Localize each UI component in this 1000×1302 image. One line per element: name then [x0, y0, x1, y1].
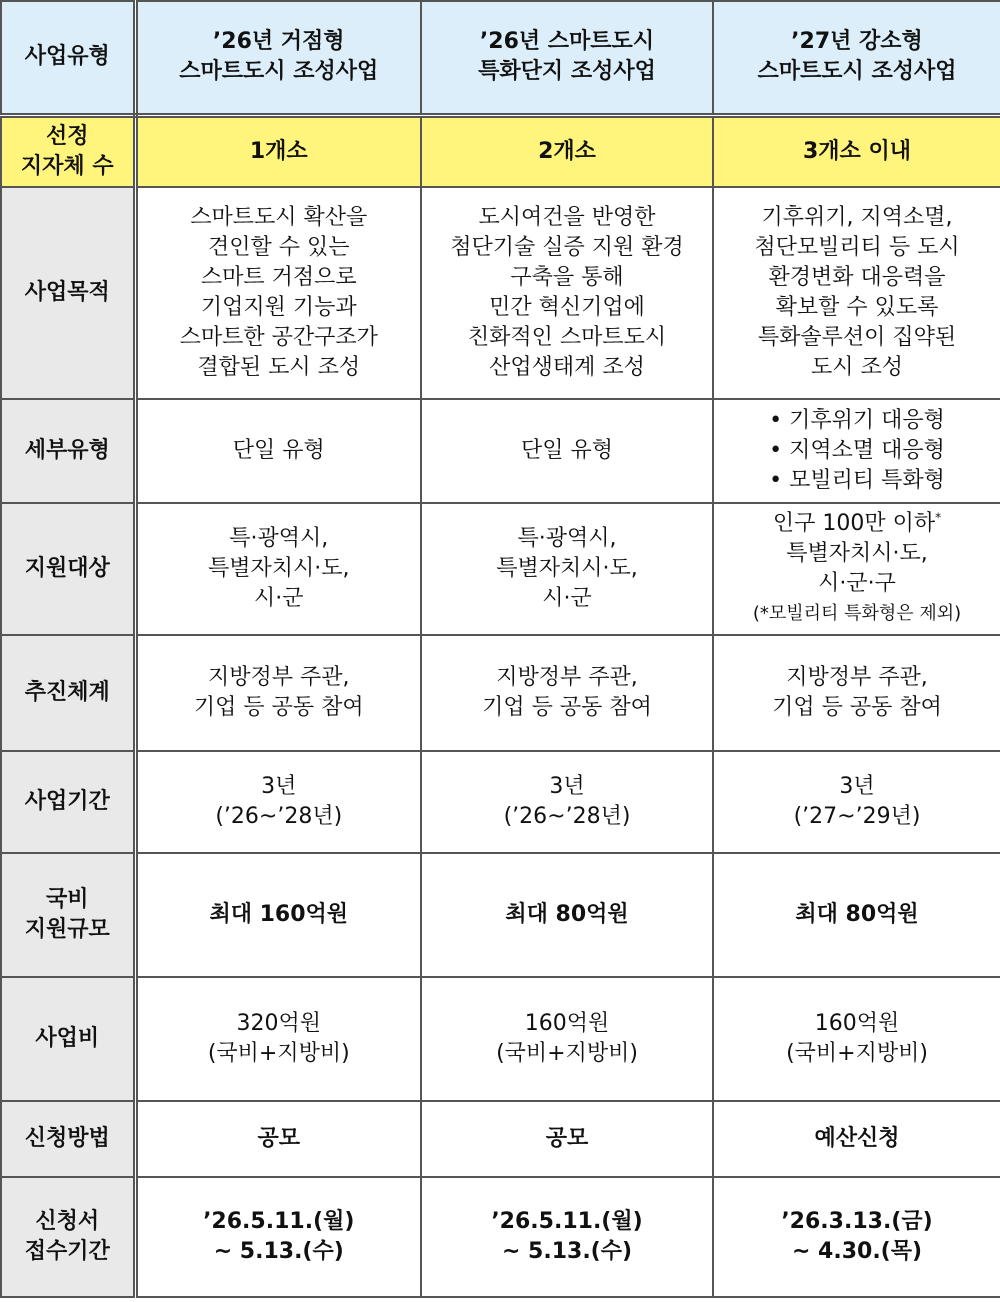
period-range: (’27~’29년) — [793, 804, 921, 829]
subtype-line: 단일 유형 — [520, 438, 613, 463]
purpose-line: 첨단기술 실증 지원 환경 — [450, 235, 684, 260]
governance-line: 기업 등 공동 참여 — [482, 695, 652, 720]
governance-line: 지방정부 주관, — [786, 665, 928, 690]
label-line2: 지원규모 — [24, 917, 110, 942]
governance-row — [1, 635, 1000, 751]
purpose-line: 첨단모빌리티 등 도시 — [754, 235, 960, 260]
method-cell: 예산신청 — [713, 1101, 1000, 1177]
target-cell — [421, 503, 713, 635]
purpose-line: 산업생태계 조성 — [489, 355, 645, 380]
subtype-cell — [421, 399, 713, 503]
subtype-cell — [713, 399, 1000, 503]
period-label: 사업기간 — [1, 751, 135, 853]
column-header-line1: ’26년 스마트도시 — [479, 29, 655, 55]
target-line: 시·군·구 — [818, 571, 896, 596]
selected-count-label — [1, 115, 135, 187]
period-range: (’26~’28년) — [503, 804, 631, 829]
label-line2: 접수기간 — [24, 1239, 110, 1264]
column-header-special-complex — [421, 1, 713, 115]
application-label — [1, 1177, 135, 1297]
target-line: 특·광역시, — [517, 526, 617, 551]
header-row — [1, 1, 1000, 115]
purpose-row — [1, 187, 1000, 399]
governance-line: 지방정부 주관, — [208, 665, 350, 690]
purpose-line: 기후위기, 지역소멸, — [761, 205, 953, 230]
period-years: 3년 — [261, 774, 297, 799]
governance-label: 추진체계 — [1, 635, 135, 751]
governance-cell — [135, 635, 421, 751]
target-line: 특별자치시·도, — [208, 556, 350, 581]
period-row — [1, 751, 1000, 853]
application-cell — [713, 1177, 1000, 1297]
cost-breakdown: (국비+지방비) — [207, 1041, 350, 1066]
column-header-line1: ’26년 거점형 — [212, 29, 345, 55]
purpose-cell — [135, 187, 421, 399]
application-end: ~ 5.13.(수) — [213, 1239, 344, 1264]
purpose-label: 사업목적 — [1, 187, 135, 399]
purpose-line: 스마트한 공간구조가 — [179, 325, 378, 350]
purpose-cell — [713, 187, 1000, 399]
target-line: 시·군 — [254, 586, 304, 611]
target-line: 특별자치시·도, — [496, 556, 638, 581]
purpose-line: 환경변화 대응력을 — [768, 265, 946, 290]
cost-cell — [713, 977, 1000, 1101]
label-line1: 신청서 — [35, 1209, 100, 1234]
label-line1: 선정 — [45, 123, 89, 149]
column-header-line2: 스마트도시 조성사업 — [179, 59, 379, 85]
governance-cell — [421, 635, 713, 751]
period-cell — [421, 751, 713, 853]
governance-line: 기업 등 공동 참여 — [193, 695, 364, 720]
purpose-line: 민간 혁신기업에 — [489, 295, 645, 320]
funding-label — [1, 853, 135, 977]
subtype-line: • 지역소멸 대응형 — [769, 438, 945, 463]
method-row — [1, 1101, 1000, 1177]
purpose-line: 도시 조성 — [810, 355, 903, 380]
subtype-label: 세부유형 — [1, 399, 135, 503]
application-start: ’26.5.11.(월) — [491, 1209, 643, 1234]
purpose-line: 스마트 거점으로 — [200, 265, 357, 290]
column-header-line2: 스마트도시 조성사업 — [757, 59, 957, 85]
selected-count-row — [1, 115, 1000, 187]
application-cell — [135, 1177, 421, 1297]
cost-row — [1, 977, 1000, 1101]
period-years: 3년 — [549, 774, 585, 799]
funding-row — [1, 853, 1000, 977]
method-label: 신청방법 — [1, 1101, 135, 1177]
application-start: ’26.3.13.(금) — [781, 1209, 933, 1234]
target-line — [718, 509, 996, 539]
purpose-line: 도시여건을 반영한 — [478, 205, 656, 230]
column-header-line1: ’27년 강소형 — [791, 29, 923, 55]
subtype-line: • 기후위기 대응형 — [769, 408, 945, 433]
selected-count-cell: 3개소 이내 — [713, 115, 1000, 187]
business-type-label: 사업유형 — [1, 1, 135, 115]
footnote-mark: * — [935, 510, 942, 525]
subtype-line: 단일 유형 — [232, 438, 325, 463]
period-range: (’26~’28년) — [215, 804, 343, 829]
cost-cell — [421, 977, 713, 1101]
cost-amount: 160억원 — [814, 1011, 900, 1036]
application-end: ~ 5.13.(수) — [501, 1239, 633, 1264]
target-label: 지원대상 — [1, 503, 135, 635]
purpose-line: 견인할 수 있는 — [208, 235, 350, 260]
purpose-line: 결합된 도시 조성 — [197, 355, 361, 380]
method-cell: 공모 — [135, 1101, 421, 1177]
purpose-line: 친화적인 스마트도시 — [467, 325, 667, 350]
target-line: 특·광역시, — [229, 526, 329, 551]
subtype-cell — [135, 399, 421, 503]
subtype-row — [1, 399, 1000, 503]
period-years: 3년 — [839, 774, 875, 799]
purpose-line: 확보할 수 있도록 — [775, 295, 939, 320]
column-header-small-strong — [713, 1, 1000, 115]
funding-cell: 최대 80억원 — [713, 853, 1000, 977]
target-cell — [713, 503, 1000, 635]
purpose-line: 스마트도시 확산을 — [190, 205, 368, 230]
governance-line: 기업 등 공동 참여 — [772, 695, 942, 720]
method-cell: 공모 — [421, 1101, 713, 1177]
period-cell — [713, 751, 1000, 853]
funding-cell: 최대 160억원 — [135, 853, 421, 977]
label-line2: 지자체 수 — [20, 153, 114, 179]
application-start: ’26.5.11.(월) — [203, 1209, 355, 1234]
cost-cell — [135, 977, 421, 1101]
governance-cell — [713, 635, 1000, 751]
target-cell — [135, 503, 421, 635]
cost-label: 사업비 — [1, 977, 135, 1101]
column-header-hub-type — [135, 1, 421, 115]
subtype-line: • 모빌리티 특화형 — [769, 468, 945, 493]
target-row — [1, 503, 1000, 635]
cost-amount: 160억원 — [524, 1011, 610, 1036]
application-end: ~ 4.30.(목) — [791, 1239, 923, 1264]
target-line: 특별자치시·도, — [786, 541, 928, 566]
selected-count-cell: 2개소 — [421, 115, 713, 187]
label-line1: 국비 — [45, 887, 89, 912]
cost-breakdown: (국비+지방비) — [496, 1041, 638, 1066]
application-cell — [421, 1177, 713, 1297]
application-row — [1, 1177, 1000, 1297]
target-population-text: 인구 100만 이하 — [772, 511, 936, 536]
selected-count-cell: 1개소 — [135, 115, 421, 187]
purpose-line: 특화솔루션이 집약된 — [757, 325, 957, 350]
target-footnote: (*모빌리티 특화형은 제외) — [752, 603, 962, 624]
funding-cell: 최대 80억원 — [421, 853, 713, 977]
cost-breakdown: (국비+지방비) — [786, 1041, 928, 1066]
target-line: 시·군 — [542, 586, 592, 611]
purpose-line: 구축을 통해 — [510, 265, 624, 290]
purpose-cell — [421, 187, 713, 399]
governance-line: 지방정부 주관, — [496, 665, 638, 690]
purpose-line: 기업지원 기능과 — [200, 295, 357, 320]
period-cell — [135, 751, 421, 853]
column-header-line2: 특화단지 조성사업 — [478, 59, 656, 85]
cost-amount: 320억원 — [236, 1011, 321, 1036]
